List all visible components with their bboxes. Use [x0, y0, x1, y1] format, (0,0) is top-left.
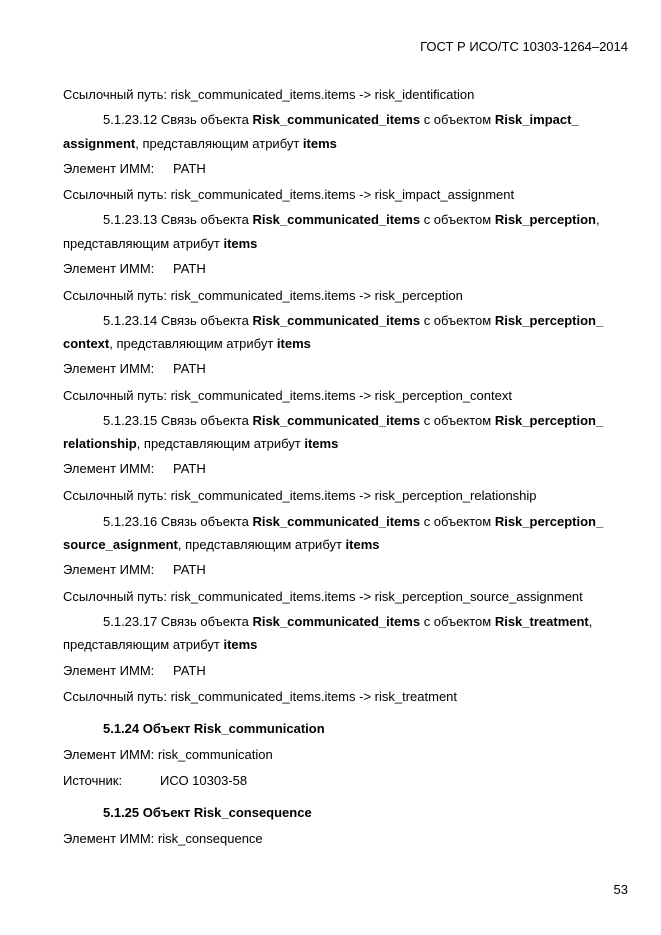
reference-path-line: Ссылочный путь: risk_communicated_items.items -> risk_perception_context	[63, 388, 512, 403]
value: PATH	[173, 562, 206, 577]
text: 5.1.23.17 Связь объекта	[103, 614, 253, 629]
attribute-name: items	[302, 136, 337, 151]
document-header: ГОСТ Р ИСО/ТС 10303-1264–2014	[420, 39, 628, 54]
section-5-1-23-13	[103, 212, 600, 227]
text: с объектом	[420, 514, 495, 529]
reference-path-line: Ссылочный путь: risk_communicated_items.items -> risk_perception_relationship	[63, 488, 537, 503]
mim-element-line	[63, 161, 206, 176]
text: с объектом	[420, 413, 495, 428]
mim-element-line	[63, 261, 206, 276]
text: 5.1.23.13 Связь объекта	[103, 212, 253, 227]
entity-name: Risk_communicated_items	[252, 212, 421, 227]
label: Элемент ИММ:	[63, 562, 155, 577]
text: , представляющим атрибут	[109, 336, 277, 351]
section-heading-5-1-25: 5.1.25 Объект Risk_consequence	[103, 805, 312, 820]
text: , представляющим атрибут	[136, 436, 305, 451]
section-heading-5-1-24: 5.1.24 Объект Risk_communication	[103, 721, 325, 736]
entity-name: Risk_impact_	[494, 112, 579, 127]
section-5-1-23-14-cont	[63, 336, 311, 351]
label: Элемент ИММ:	[63, 261, 155, 276]
source-line	[63, 773, 247, 788]
section-5-1-23-15-cont	[63, 436, 338, 451]
reference-path-line: Ссылочный путь: risk_communicated_items.items -> risk_treatment	[63, 689, 458, 704]
section-5-1-23-13-cont	[63, 236, 257, 251]
reference-path-line: Ссылочный путь: risk_communicated_items.items -> risk_impact_assignment	[63, 187, 515, 202]
section-5-1-23-14	[103, 313, 603, 328]
mim-element-line	[63, 562, 206, 577]
entity-name: Risk_perception_	[494, 413, 604, 428]
text: ,	[588, 614, 593, 629]
entity-name: relationship	[63, 436, 137, 451]
value: PATH	[173, 663, 206, 678]
value: PATH	[173, 161, 206, 176]
text: , представляющим атрибут	[135, 136, 303, 151]
entity-name: Risk_perception_	[494, 313, 604, 328]
section-5-1-23-12-cont	[63, 136, 337, 151]
text: представляющим атрибут	[63, 637, 224, 652]
value: PATH	[173, 361, 206, 376]
entity-name: source_asignment	[63, 537, 178, 552]
mim-element-line	[63, 461, 206, 476]
mim-element-line	[63, 663, 206, 678]
text: 5.1.23.15 Связь объекта	[103, 413, 253, 428]
label: Элемент ИММ:	[63, 461, 155, 476]
entity-name: context	[63, 336, 110, 351]
value: ИСО 10303-58	[160, 773, 248, 788]
text: 5.1.23.14 Связь объекта	[103, 313, 253, 328]
text: представляющим атрибут	[63, 236, 224, 251]
text: , представляющим атрибут	[177, 537, 346, 552]
attribute-name: items	[345, 537, 380, 552]
attribute-name: items	[223, 637, 258, 652]
mim-element-line	[63, 361, 206, 376]
value: PATH	[173, 261, 206, 276]
attribute-name: items	[304, 436, 339, 451]
text: ,	[595, 212, 600, 227]
text: с объектом	[420, 112, 495, 127]
label: Элемент ИММ:	[63, 663, 155, 678]
reference-path-line: Ссылочный путь: risk_communicated_items.items -> risk_identification	[63, 87, 475, 102]
section-5-1-23-12	[103, 112, 579, 127]
text: 5.1.23.16 Связь объекта	[103, 514, 253, 529]
entity-name: Risk_perception_	[494, 514, 604, 529]
mim-element-line: Элемент ИММ: risk_consequence	[63, 831, 263, 846]
label: Источник:	[63, 773, 123, 788]
section-5-1-23-17	[103, 614, 592, 629]
entity-name: Risk_communicated_items	[252, 112, 421, 127]
text: с объектом	[420, 212, 495, 227]
text: с объектом	[420, 614, 495, 629]
page-number: 53	[613, 882, 628, 897]
reference-path-line: Ссылочный путь: risk_communicated_items.items -> risk_perception_source_assignment	[63, 589, 583, 604]
entity-name: Risk_communicated_items	[252, 614, 421, 629]
entity-name: Risk_communicated_items	[252, 313, 421, 328]
value: PATH	[173, 461, 206, 476]
text: с объектом	[420, 313, 495, 328]
entity-name: Risk_communicated_items	[252, 514, 421, 529]
text: 5.1.23.12 Связь объекта	[103, 112, 253, 127]
label: Элемент ИММ:	[63, 361, 155, 376]
label: Элемент ИММ:	[63, 161, 155, 176]
section-5-1-23-17-cont	[63, 637, 257, 652]
section-5-1-23-15	[103, 413, 603, 428]
attribute-name: items	[276, 336, 311, 351]
entity-name: Risk_communicated_items	[252, 413, 421, 428]
mim-element-line: Элемент ИММ: risk_communication	[63, 747, 273, 762]
entity-name: Risk_perception	[494, 212, 596, 227]
reference-path-line: Ссылочный путь: risk_communicated_items.items -> risk_perception	[63, 288, 463, 303]
entity-name: Risk_treatment	[494, 614, 589, 629]
attribute-name: items	[223, 236, 258, 251]
section-5-1-23-16	[103, 514, 603, 529]
section-5-1-23-16-cont	[63, 537, 380, 552]
entity-name: assignment	[63, 136, 136, 151]
